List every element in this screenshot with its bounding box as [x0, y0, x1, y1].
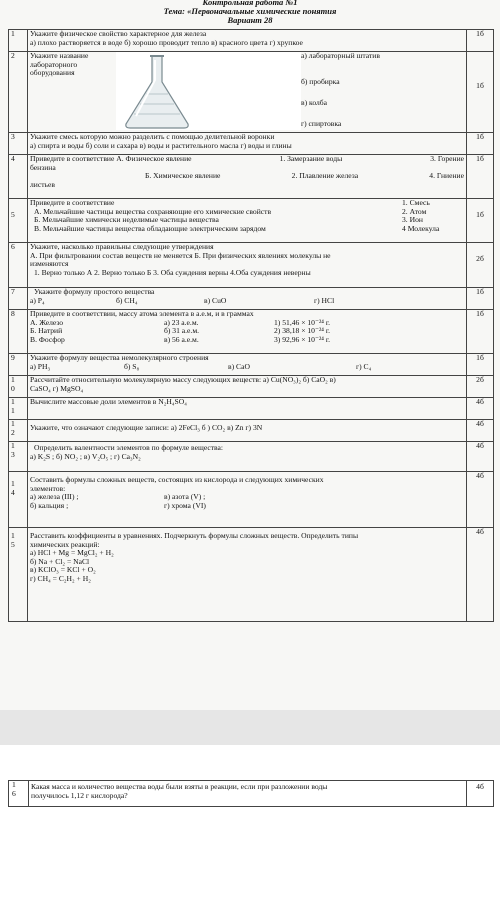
question-number: 1 1 — [9, 398, 28, 420]
header-variant: Вариант 28 — [227, 15, 273, 25]
question-body — [28, 30, 467, 52]
question-points: 1б — [467, 288, 494, 310]
question-points: 1б — [467, 310, 494, 354]
question-points: 1б — [467, 199, 494, 243]
question-text-line: элементов: — [30, 483, 66, 493]
question-text: Какая масса и количество вещества воды были взяты в реакции, если при разложении воды — [31, 782, 328, 791]
statement-line: изменяются — [30, 259, 69, 269]
question-points: 4б — [467, 420, 494, 442]
answer-item-b: б) кальция ; — [30, 500, 69, 510]
question-number: 1 0 — [9, 376, 28, 398]
question-text-line: CaSO₄ г) MgSO₄ — [30, 383, 84, 393]
question-row-5 — [9, 199, 494, 243]
question-points: 1б — [467, 30, 494, 52]
match-label-b: Б. Химическое явление — [145, 171, 221, 181]
element-name: А. Железо — [30, 317, 64, 327]
question-body — [28, 288, 467, 310]
question-points: 1б — [467, 155, 494, 199]
question-body — [28, 155, 467, 199]
question-row-14 — [9, 472, 494, 528]
mass-grams: 3) 92,96 × 10⁻²⁴ г. — [274, 334, 330, 344]
equation-d: г) CH₄ = C₂H₂ + H₂ — [30, 573, 91, 583]
questions-table — [8, 29, 494, 622]
question-number: 6 — [9, 243, 28, 288]
question-text: Приведите в соответствие — [30, 198, 115, 207]
match-item-3: 3. Горение — [430, 154, 464, 163]
question-points: 1б — [467, 354, 494, 376]
answer-option-b: б) CH₄ — [116, 295, 138, 305]
question-number: 1 2 — [9, 420, 28, 442]
answer-option-d: г) HCl — [314, 295, 335, 305]
question-row-7 — [9, 288, 494, 310]
question-number: 2 — [9, 52, 28, 133]
question-text-line: лабораторного — [30, 59, 78, 69]
match-item-3: 3. Ион — [402, 215, 423, 225]
element-name: Б. Натрий — [30, 326, 63, 336]
question-number: 7 — [9, 288, 28, 310]
question-text: Укажите физическое свойство характерное для железа — [30, 29, 207, 38]
match-row-b: Б. Мельчайшие химически неделимые частицы вещества — [34, 215, 219, 225]
answer-option-c: в) CaO — [228, 361, 250, 371]
question-body — [28, 398, 467, 420]
equation-a: а) HCl + Mg = MgCl₂ + H₂ — [30, 548, 114, 558]
question-row-2 — [9, 52, 494, 133]
question-points: 4б — [467, 781, 494, 807]
question-text: Приведите в соответствии, массу атома элемента в а.е.м, и в граммах — [30, 309, 254, 318]
question-text-line: бензина — [30, 162, 56, 172]
question-body — [28, 528, 467, 622]
answer-option-c: в) CuO — [204, 295, 227, 305]
question-row-11 — [9, 398, 494, 420]
question-number: 1 — [9, 30, 28, 52]
question-text: Укажите формулу простого вещества — [34, 287, 155, 296]
question-text: Вычислите массовые доли элементов в N₂H₄SO₄ — [30, 397, 187, 406]
answer-option-b: б) пробирка — [301, 76, 340, 86]
match-item-4: 4. Гниение — [429, 171, 464, 181]
header-topic: Тема: «Первоначальные химические понятия — [163, 6, 337, 16]
question-body — [28, 442, 467, 472]
question-number: 1 5 — [9, 528, 28, 622]
answer-option-a: а) PH₃ — [30, 361, 51, 371]
question-body — [28, 420, 467, 442]
question-points: 2б — [467, 243, 494, 288]
match-item-1: 1. Замерзание воды — [279, 154, 343, 163]
answer-option-a: а) лабораторный штатив — [301, 51, 380, 60]
match-item-4: 4 Молекула — [402, 223, 440, 233]
mass-amu: б) 31 а.е.м. — [164, 326, 200, 336]
question-number: 4 — [9, 155, 28, 199]
question-row-4 — [9, 155, 494, 199]
question-row-12 — [9, 420, 494, 442]
question-body — [29, 781, 467, 807]
statement-line: А. При фильтровании состав веществ не меняется Б. При физических явлениях молекулы не — [30, 250, 331, 260]
question-text: Укажите, что означают следующие записи: а) 2FeCl₃ б ) CO₂ в) Zn г) 3N — [30, 423, 263, 432]
equation-c: в) KClO₃ = KCl + O₂ — [30, 565, 96, 575]
answer-option-a: а) P₄ — [30, 295, 45, 305]
question-options: 1. Верно только А 2. Верно только Б 3. Оба суждения верны 4.Оба суждения неверны — [34, 267, 311, 277]
match-row-c: В. Мельчайшие частицы вещества обладающие электрическим зарядом — [34, 223, 266, 233]
question-body — [28, 354, 467, 376]
question-points: 2б — [467, 376, 494, 398]
question-text: Укажите формулу вещества немолекулярного строения — [30, 353, 209, 362]
question-text-line: Укажите название — [30, 51, 89, 60]
page-gap — [0, 710, 500, 745]
question-row-9 — [9, 354, 494, 376]
question-options: а) спирта и воды б) соли и сахара в) воды и растительного масла г) воды и глины — [30, 140, 292, 150]
question-points: 4б — [467, 442, 494, 472]
worksheet-header — [0, 0, 500, 25]
question-options: а) K₂S ; б) NO₂ ; в) V₂O₅ ; г) Ca₃N₂ — [30, 451, 141, 461]
question-text-line: химических реакций: — [30, 539, 100, 549]
question-row-10 — [9, 376, 494, 398]
mass-amu: а) 23 а.е.м. — [164, 317, 199, 327]
question-row-6 — [9, 243, 494, 288]
questions-table-continued — [8, 780, 494, 807]
answer-item-g: г) хрома (VI) — [164, 500, 206, 510]
question-number: 9 — [9, 354, 28, 376]
question-text: Укажите, насколько правильны следующие утверждения — [30, 242, 214, 251]
mass-amu: в) 56 а.е.м. — [164, 334, 199, 344]
question-points: 1б — [467, 52, 494, 133]
question-text: Расставить коэффициенты в уравнениях. Подчеркнуть формулы сложных веществ. Определить типы — [30, 531, 359, 540]
question-row-8 — [9, 310, 494, 354]
question-text: Составить формулы сложных веществ, состоящих из кислорода и следующих химических — [30, 475, 324, 484]
question-body — [28, 199, 467, 243]
question-row-1 — [9, 30, 494, 52]
question-text: Приведите в соответствие А. Физическое явление — [30, 154, 192, 163]
question-body — [28, 133, 467, 155]
answer-option-c: в) колба — [301, 98, 328, 108]
equation-b: б) Na + Cl₂ = NaCl — [30, 556, 90, 566]
question-body — [28, 52, 467, 133]
question-body — [28, 376, 467, 398]
question-points: 4б — [467, 398, 494, 420]
match-item-2: 2. Плавление железа — [291, 171, 359, 181]
question-options: а) плохо растворяется в воде б) хорошо проводит тепло в) красного цвета г) хрупкое — [30, 37, 303, 47]
question-number: 1 6 — [9, 781, 29, 807]
answer-option-d: г) C₄ — [356, 361, 372, 371]
mass-grams: 1) 51,46 × 10⁻²⁴ г. — [274, 317, 330, 327]
question-points: 4б — [467, 528, 494, 622]
question-body — [28, 243, 467, 288]
question-points: 1б — [467, 133, 494, 155]
question-text: Укажите смесь которую можно разделить с помощью делительной воронки — [30, 132, 275, 141]
worksheet-page-2 — [0, 745, 500, 904]
question-number: 5 — [9, 199, 28, 243]
match-row-a: А. Мельчайшие частицы вещества сохраняющие его химические свойств — [34, 206, 272, 216]
question-text: Рассчитайте относительную молекулярную массу следующих веществ: а) Cu(NO₃)₂ б) CaO₂ в) — [30, 375, 336, 384]
question-points: 4б — [467, 472, 494, 528]
answer-option-d: г) спиртовка — [301, 118, 342, 128]
answer-option-b: б) S₈ — [124, 361, 140, 371]
question-row-3 — [9, 133, 494, 155]
match-item-1: 1. Смесь — [402, 198, 430, 207]
question-number: 3 — [9, 133, 28, 155]
question-row-13 — [9, 442, 494, 472]
question-text-line: оборудования — [30, 68, 75, 78]
element-name: В. Фосфор — [30, 334, 65, 344]
flask-image — [116, 52, 301, 130]
header-title: Контрольная работа №1 — [202, 0, 298, 7]
question-text: Определить валентности элементов по формуле вещества: — [34, 443, 224, 452]
answer-item-v: в) азота (V) ; — [164, 492, 206, 502]
answer-item-a: а) железа (III) ; — [30, 492, 79, 502]
question-number: 1 3 — [9, 442, 28, 472]
question-text-line: листьев — [30, 179, 55, 189]
question-number: 8 — [9, 310, 28, 354]
question-body — [28, 310, 467, 354]
question-number: 1 4 — [9, 472, 28, 528]
question-text-line: получилось 1,12 г кислорода? — [31, 790, 128, 800]
question-row-16 — [9, 781, 494, 807]
question-row-15 — [9, 528, 494, 622]
mass-grams: 2) 38,18 × 10⁻²⁴ г. — [274, 326, 330, 336]
match-item-2: 2. Атом — [402, 206, 427, 216]
question-body — [28, 472, 467, 528]
